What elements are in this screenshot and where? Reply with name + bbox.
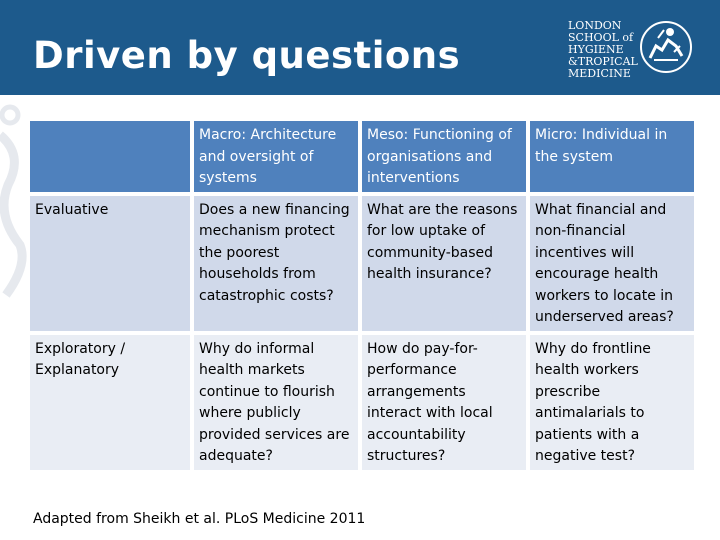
table-row — [30, 196, 694, 331]
table-header-row — [30, 121, 694, 192]
logo-line: &TROPICAL — [568, 55, 638, 68]
lshtm-logo-text — [568, 20, 638, 80]
table-cell: Why do informal health markets continue to flourish where publicly provided services are adequate? — [194, 335, 358, 470]
table-cell: What are the reasons for low uptake of community-based health insurance? — [362, 196, 526, 331]
logo-line: SCHOOL of — [568, 31, 634, 44]
row-label-exploratory: Exploratory / Explanatory — [30, 335, 190, 470]
logo-line: MEDICINE — [568, 67, 631, 80]
header-micro: Micro: Individual in the system — [530, 121, 694, 192]
table-cell: What financial and non-financial incentives will encourage health workers to locate in underserved areas? — [530, 196, 694, 331]
slide-title: Driven by questions — [33, 34, 461, 77]
table-cell: Does a new financing mechanism protect the poorest households from catastrophic costs? — [194, 196, 358, 331]
citation-text: Adapted from Sheikh et al. PLoS Medicine 2011 — [33, 511, 366, 527]
crest-watermark-icon — [0, 95, 28, 315]
title-bar — [0, 0, 720, 95]
table-corner-cell — [30, 121, 190, 192]
research-questions-table — [26, 117, 698, 474]
row-label-evaluative: Evaluative — [30, 196, 190, 331]
table-row — [30, 335, 694, 470]
header-meso: Meso: Functioning of organisations and interventions — [362, 121, 526, 192]
header-macro: Macro: Architecture and oversight of systems — [194, 121, 358, 192]
table-cell: Why do frontline health workers prescribe antimalarials to patients with a negative test? — [530, 335, 694, 470]
lshtm-crest-icon — [640, 16, 692, 78]
logo-line: LONDON — [568, 19, 622, 32]
table-cell: How do pay-for-performance arrangements interact with local accountability structures? — [362, 335, 526, 470]
logo-line: HYGIENE — [568, 43, 624, 56]
